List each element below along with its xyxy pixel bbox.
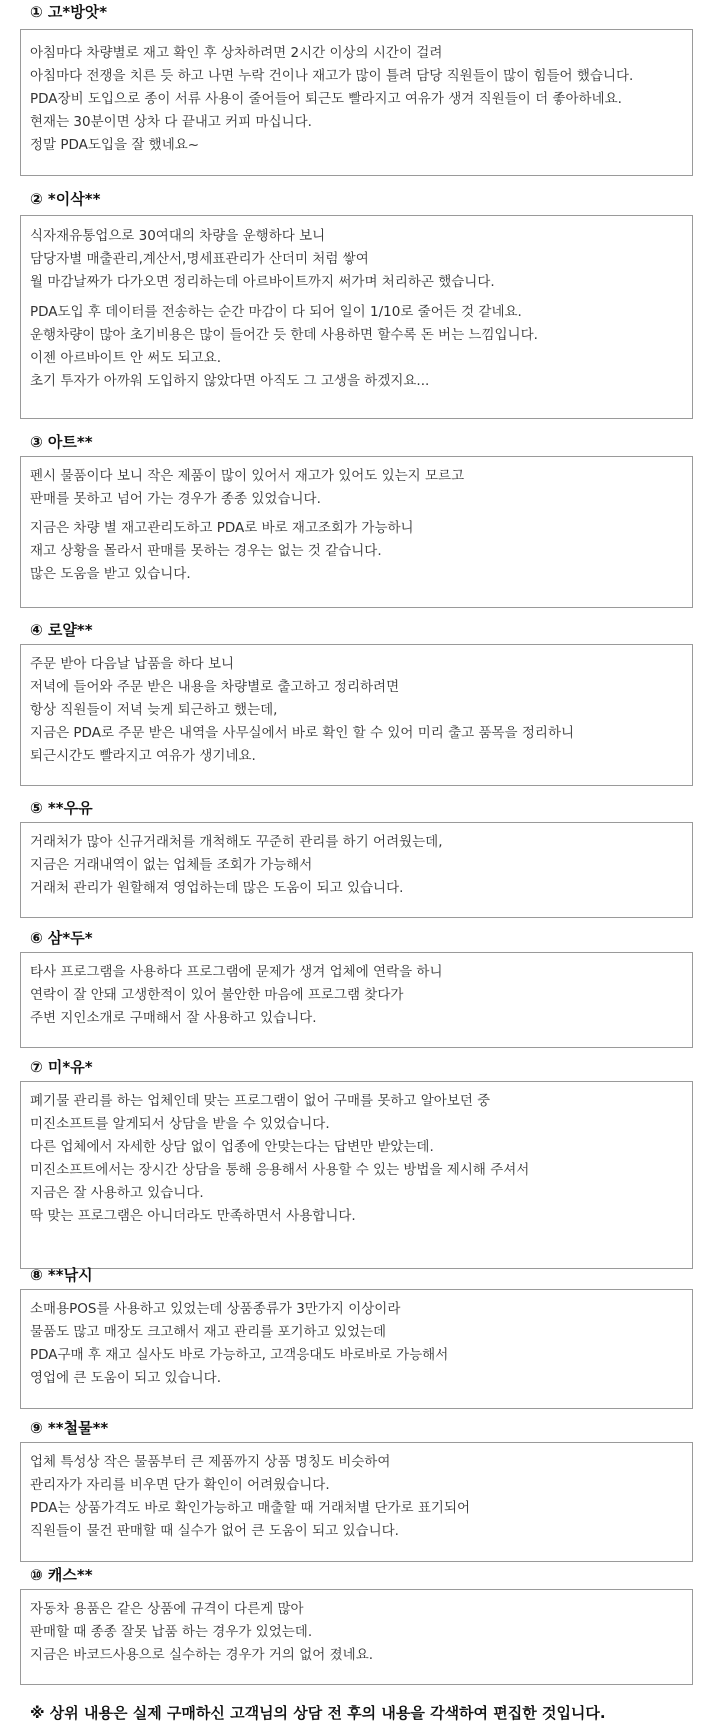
testimonial-text-line: 지금은 잘 사용하고 있습니다. xyxy=(30,1185,204,1201)
testimonial-box xyxy=(20,215,693,419)
testimonial-text-line: PDA구매 후 재고 실사도 바로 가능하고, 고객응대도 바로바로 가능해서 xyxy=(30,1347,449,1363)
testimonial-text-line: PDA도입 후 데이터를 전송하는 순간 마감이 다 되어 일이 1/10로 줄어든 것 같네요. xyxy=(30,304,522,320)
testimonial-text-line: 지금은 차량 별 재고관리도하고 PDA로 바로 재고조회가 가능하니 xyxy=(30,520,414,536)
testimonial-title: ② *이삭** xyxy=(30,190,101,208)
testimonial-text-line: 펜시 물품이다 보니 작은 제품이 많이 있어서 재고가 있어도 있는지 모르고 xyxy=(30,468,465,484)
testimonial-text-line: 이젠 아르바이트 안 써도 되고요. xyxy=(30,350,221,366)
testimonial-text-line: 지금은 바코드사용으로 실수하는 경우가 거의 없어 졌네요. xyxy=(30,1647,374,1663)
testimonial-text-line: 운행차량이 많아 초기비용은 많이 들어간 듯 한데 사용하면 할수록 돈 버는 느낌입니다. xyxy=(30,327,538,343)
testimonial-text-line: 지금은 거래내역이 없는 업체들 조회가 가능해서 xyxy=(30,857,313,873)
testimonial-text-line: 현재는 30분이면 상차 다 끝내고 커피 마십니다. xyxy=(30,114,312,130)
testimonial-text-line: 정말 PDA도입을 잘 했네요~ xyxy=(30,137,200,153)
testimonial-text-line: 타사 프로그램을 사용하다 프로그램에 문제가 생겨 업체에 연락을 하니 xyxy=(30,964,443,980)
testimonial-text-line: 판매할 때 종종 잘못 납품 하는 경우가 있었는데. xyxy=(30,1624,313,1640)
testimonial-text-line: 저녁에 들어와 주문 받은 내용을 차량별로 출고하고 정리하려면 xyxy=(30,679,400,695)
testimonial-text-line: 월 마감날짜가 다가오면 정리하는데 아르바이트까지 써가며 처리하곤 했습니다. xyxy=(30,274,495,290)
testimonial-title: ⑤ **우유 xyxy=(30,799,93,817)
testimonial-text-line: 항상 직원들이 저녁 늦게 퇴근하고 했는데, xyxy=(30,702,278,718)
testimonial-text-line: 물품도 많고 매장도 크고해서 재고 관리를 포기하고 있었는데 xyxy=(30,1324,387,1340)
testimonial-text-line: 관리자가 자리를 비우면 단가 확인이 어려웠습니다. xyxy=(30,1477,330,1493)
testimonial-title: ③ 아트** xyxy=(30,433,93,451)
testimonial-text-line: 폐기물 관리를 하는 업체인데 맞는 프로그램이 없어 구매를 못하고 알아보던 중 xyxy=(30,1093,491,1109)
testimonial-text-line: 거래처 관리가 원할해져 영업하는데 많은 도움이 되고 있습니다. xyxy=(30,880,404,896)
testimonial-text-line: 많은 도움을 받고 있습니다. xyxy=(30,566,191,582)
testimonial-title: ⑨ **철물** xyxy=(30,1419,109,1437)
testimonial-text-line: 주변 지인소개로 구매해서 잘 사용하고 있습니다. xyxy=(30,1010,317,1026)
testimonial-text-line: 재고 상황을 몰라서 판매를 못하는 경우는 없는 것 같습니다. xyxy=(30,543,382,559)
testimonial-box xyxy=(20,822,693,918)
testimonial-text-line: PDA는 상품가격도 바로 확인가능하고 매출할 때 거래처별 단가로 표기되어 xyxy=(30,1500,471,1516)
testimonial-box xyxy=(20,1081,693,1269)
testimonial-text-line: 미진소프트에서는 장시간 상담을 통해 응용해서 사용할 수 있는 방법을 제시해 주셔서 xyxy=(30,1162,530,1178)
testimonial-title: ④ 로얄** xyxy=(30,621,93,639)
testimonial-text-line: 자동차 용품은 같은 상품에 규격이 다른게 많아 xyxy=(30,1601,304,1617)
testimonial-text-line: 판매를 못하고 넘어 가는 경우가 종종 있었습니다. xyxy=(30,491,321,507)
testimonial-text-line: PDA장비 도입으로 종이 서류 사용이 줄어들어 퇴근도 빨라지고 여유가 생겨 직원들이 더 좋아하네요. xyxy=(30,91,622,107)
testimonial-title: ⑦ 미*유* xyxy=(30,1058,93,1076)
testimonial-box xyxy=(20,29,693,176)
testimonial-title: ① 고*방앗* xyxy=(30,3,108,21)
testimonial-text-line: 미진소프트를 알게되서 상담을 받을 수 있었습니다. xyxy=(30,1116,330,1132)
testimonial-title: ⑥ 삼*두* xyxy=(30,929,93,947)
footnote: ※ 상위 내용은 실제 구매하신 고객님의 상담 전 후의 내용을 각색하여 편집한 것입니다. xyxy=(30,1704,606,1722)
testimonial-text-line: 영업에 큰 도움이 되고 있습니다. xyxy=(30,1370,221,1386)
testimonial-title: ⑧ **낚시 xyxy=(30,1266,93,1284)
testimonial-box xyxy=(20,456,693,608)
testimonial-text-line: 담당자별 매출관리,계산서,명세표관리가 산더미 처럼 쌓여 xyxy=(30,251,369,267)
testimonial-text-line: 연락이 잘 안돼 고생한적이 있어 불안한 마음에 프로그램 찾다가 xyxy=(30,987,404,1003)
testimonial-text-line: 지금은 PDA로 주문 받은 내역을 사무실에서 바로 확인 할 수 있어 미리 출고 품목을 정리하니 xyxy=(30,725,575,741)
testimonial-text-line: 아침마다 차량별로 재고 확인 후 상차하려면 2시간 이상의 시간이 걸려 xyxy=(30,45,443,61)
testimonial-text-line: 직원들이 물건 판매할 때 실수가 없어 큰 도움이 되고 있습니다. xyxy=(30,1523,399,1539)
testimonial-box xyxy=(20,1589,693,1685)
testimonial-box xyxy=(20,1442,693,1562)
testimonial-text-line: 딱 맞는 프로그램은 아니더라도 만족하면서 사용합니다. xyxy=(30,1208,356,1224)
testimonial-text-line: 아침마다 전쟁을 치른 듯 하고 나면 누락 건이나 재고가 많이 틀려 담당 직원들이 많이 힘들어 했습니다. xyxy=(30,68,634,84)
testimonial-text-line: 초기 투자가 아까워 도입하지 않았다면 아직도 그 고생을 하겠지요... xyxy=(30,373,430,389)
testimonial-text-line: 거래처가 많아 신규거래처를 개척해도 꾸준히 관리를 하기 어려웠는데, xyxy=(30,834,443,850)
testimonial-text-line: 다른 업체에서 자세한 상담 없이 업종에 안맞는다는 답변만 받았는데. xyxy=(30,1139,434,1155)
testimonial-box xyxy=(20,952,693,1048)
testimonial-title: ⑩ 캐스** xyxy=(30,1566,93,1584)
testimonial-text-line: 식자재유통업으로 30여대의 차량을 운행하다 보니 xyxy=(30,228,326,244)
testimonial-box xyxy=(20,1289,693,1409)
testimonial-text-line: 퇴근시간도 빨라지고 여유가 생기네요. xyxy=(30,748,256,764)
testimonial-text-line: 업체 특성상 작은 물품부터 큰 제품까지 상품 명칭도 비슷하여 xyxy=(30,1454,391,1470)
testimonial-text-line: 소매용POS를 사용하고 있었는데 상품종류가 3만가지 이상이라 xyxy=(30,1301,401,1317)
testimonial-text-line: 주문 받아 다음날 납품을 하다 보니 xyxy=(30,656,235,672)
testimonial-box xyxy=(20,644,693,786)
